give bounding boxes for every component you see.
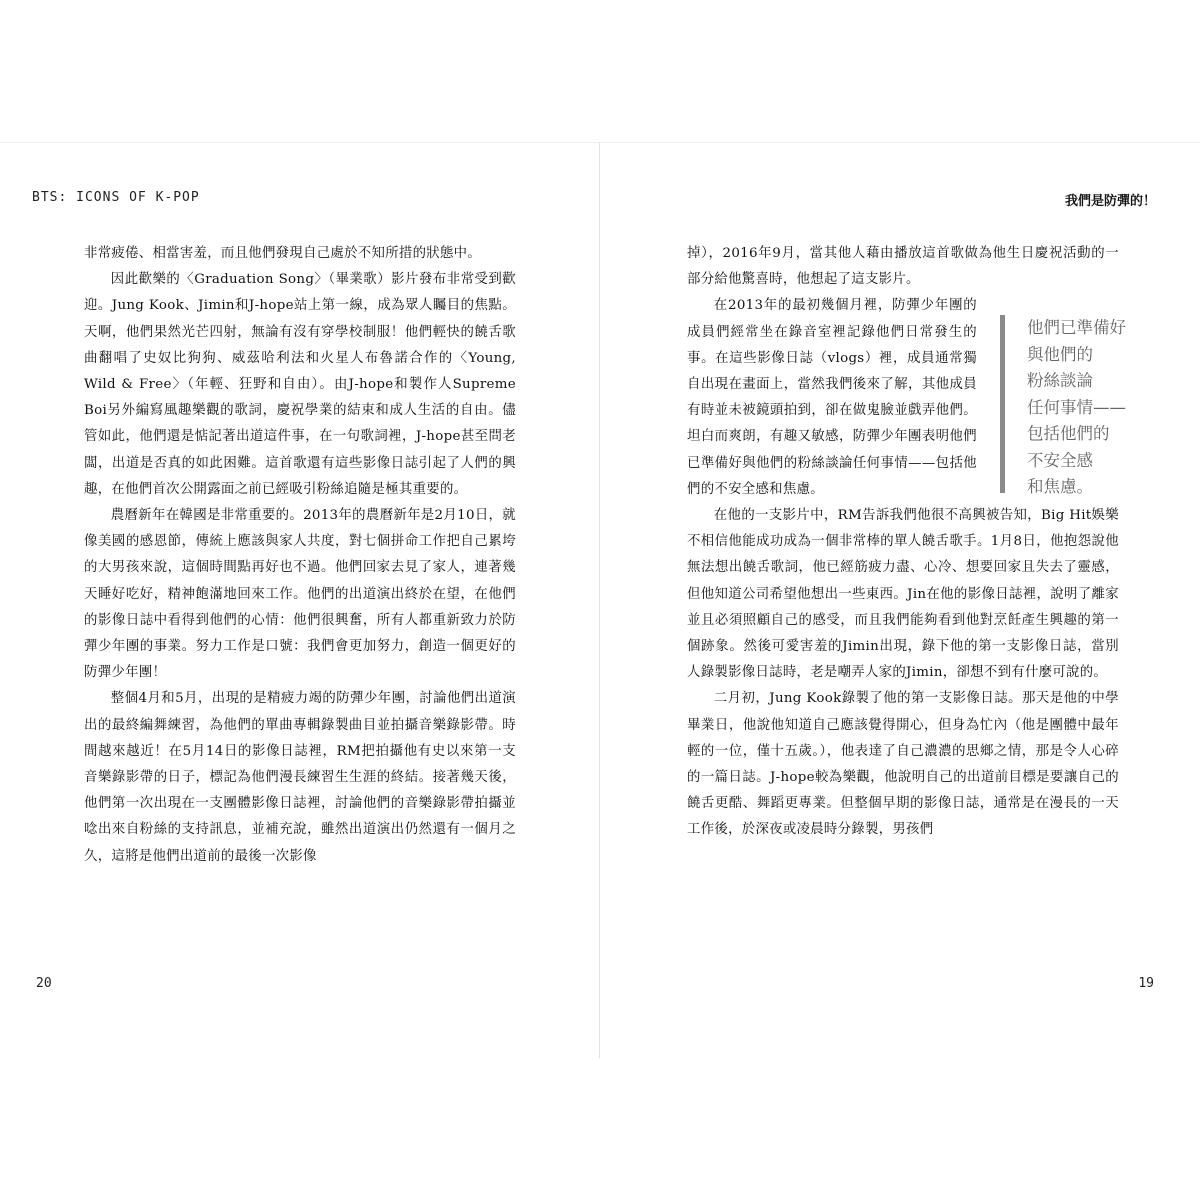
left-page (0, 142, 600, 1058)
right-page (600, 142, 1200, 1058)
pull-quote-line: 粉絲談論 (1027, 371, 1093, 390)
page-number-right: 19 (1138, 976, 1154, 991)
pull-quote-line: 不安全感 (1027, 450, 1093, 470)
paragraph: 農曆新年在韓國是非常重要的。2013年的農曆新年是2月10日，就像美國的感恩節，傳統上應該與家人共度，對七個拼命工作把自己累垮的大男孩來說，這個時間點再好也不過。他們回家去見了家人，連著幾天睡好吃好，精神飽滿地回來工作。他們的出道演出終於在望，在他們的影像日誌中看得到他們的心情：他們很興奮，所有人都重新致力於防彈少年團的事業。努力工作是口號：我們會更加努力，創造一個更好的防彈少年團！ (84, 508, 516, 681)
pull-quote-line: 他們已準備好 (1027, 318, 1126, 337)
pull-quote-line: 與他們的 (1027, 344, 1093, 364)
paragraph: 掉），2016年9月，當其他人藉由播放這首歌做為他生日慶祝活動的一部分給他驚喜時，他想起了這支影片。 (687, 246, 1119, 288)
paragraph: 因此歡樂的〈Graduation Song〉（畢業歌）影片發布非常受到歡迎。Jung Kook、Jimin和J-hope站上第一線，成為眾人矚目的焦點。天啊，他們果然光芒四射，無論有沒有穿學校制服！他們輕快的饒舌歌曲翻唱了史奴比狗狗、威茲哈利法和火星人布魯諾合作的〈Young, Wild & Free〉（年輕、狂野和自由）。由J-hope和製作人Supreme Boi另外編寫風趣樂觀的歌詞，慶祝學業的結束和成人生活的自由。儘管如此，他們還是惦記著出道這件事，在一句歌詞裡，J-hope甚至問老闆，出道是否真的如此困難。這首歌還有這些影像日誌引起了人們的興趣，在他們首次公開露面之前已經吸引粉絲追隨是極其重要的。 (84, 272, 516, 497)
pull-quote-line: 和焦慮。 (1027, 477, 1093, 496)
left-body-text (84, 241, 516, 870)
running-head-right: 我們是防彈的！ (1064, 194, 1156, 209)
paragraph: 非常疲倦、相當害羞，而且他們發現自己處於不知所措的狀態中。 (84, 246, 482, 261)
paragraph: 二月初，Jung Kook錄製了他的第一支影像日誌。那天是他的中學畢業日，他說他知道自己應該覺得開心，但身為忙內（他是團體中最年輕的一位，僅十五歲。），他表達了自己濃濃的思鄉之情，那是令人心碎的一篇日誌。J-hope較為樂觀，他說明自己的出道前目標是要讓自己的饒舌更酷、舞蹈更專業。但整個早期的影像日誌，通常是在漫長的一天工作後，於深夜或凌晨時分錄製，男孩們 (687, 691, 1119, 838)
pull-quote (1000, 315, 1167, 496)
page-number-left: 20 (36, 976, 52, 991)
paragraph: 在2013年的最初幾個月裡，防彈少年團的成員們經常坐在錄音室裡記錄他們日常發生的事。在這些影像日誌（vlogs）裡，成員通常獨自出現在畫面上，當然我們後來了解，其他成員有時並未被鏡頭拍到，卻在做鬼臉並戲弄他們。坦白而爽朗，有趣又敏感，防彈少年團表明他們已準備好與他們的粉絲談論任何事情——包括他們的不安全感和焦慮。 (687, 298, 977, 497)
running-head-left: BTS: ICONS OF K-POP (32, 190, 200, 205)
pull-quote-line: 任何事情—— (1027, 397, 1126, 417)
pull-quote-line: 包括他們的 (1027, 424, 1110, 443)
paragraph: 在他的一支影片中，RM告訴我們他很不高興被告知，Big Hit娛樂不相信他能成功成為一個非常棒的單人饒舌歌手。1月8日，他抱怨說他無法想出饒舌歌詞，他已經筋疲力盡、心冷、想要回家且失去了靈感，但他知道公司希望他想出一些東西。Jin在他的影像日誌裡，說明了離家並且必須照顧自己的感受，而且我們能夠看到他對烹飪產生興趣的第一個跡象。然後可愛害羞的Jimin出現，錄下他的第一支影像日誌，當別人錄製影像日誌時，老是嘲弄人家的Jimin，卻想不到有什麼可說的。 (687, 508, 1119, 681)
paragraph: 整個4月和5月，出現的是精疲力竭的防彈少年團，討論他們出道演出的最終編舞練習，為他們的單曲專輯錄製曲目並拍攝音樂錄影帶。時間越來越近！在5月14日的影像日誌裡，RM把拍攝他有史以來第一支音樂錄影帶的日子，標記為他們漫長練習生生涯的終結。接著幾天後，他們第一次出現在一支團體影像日誌裡，討論他們的音樂錄影帶拍攝並唸出來自粉絲的支持訊息，並補充說，雖然出道演出仍然還有一個月之久，這將是他們出道前的最後一次影像 (84, 691, 516, 864)
